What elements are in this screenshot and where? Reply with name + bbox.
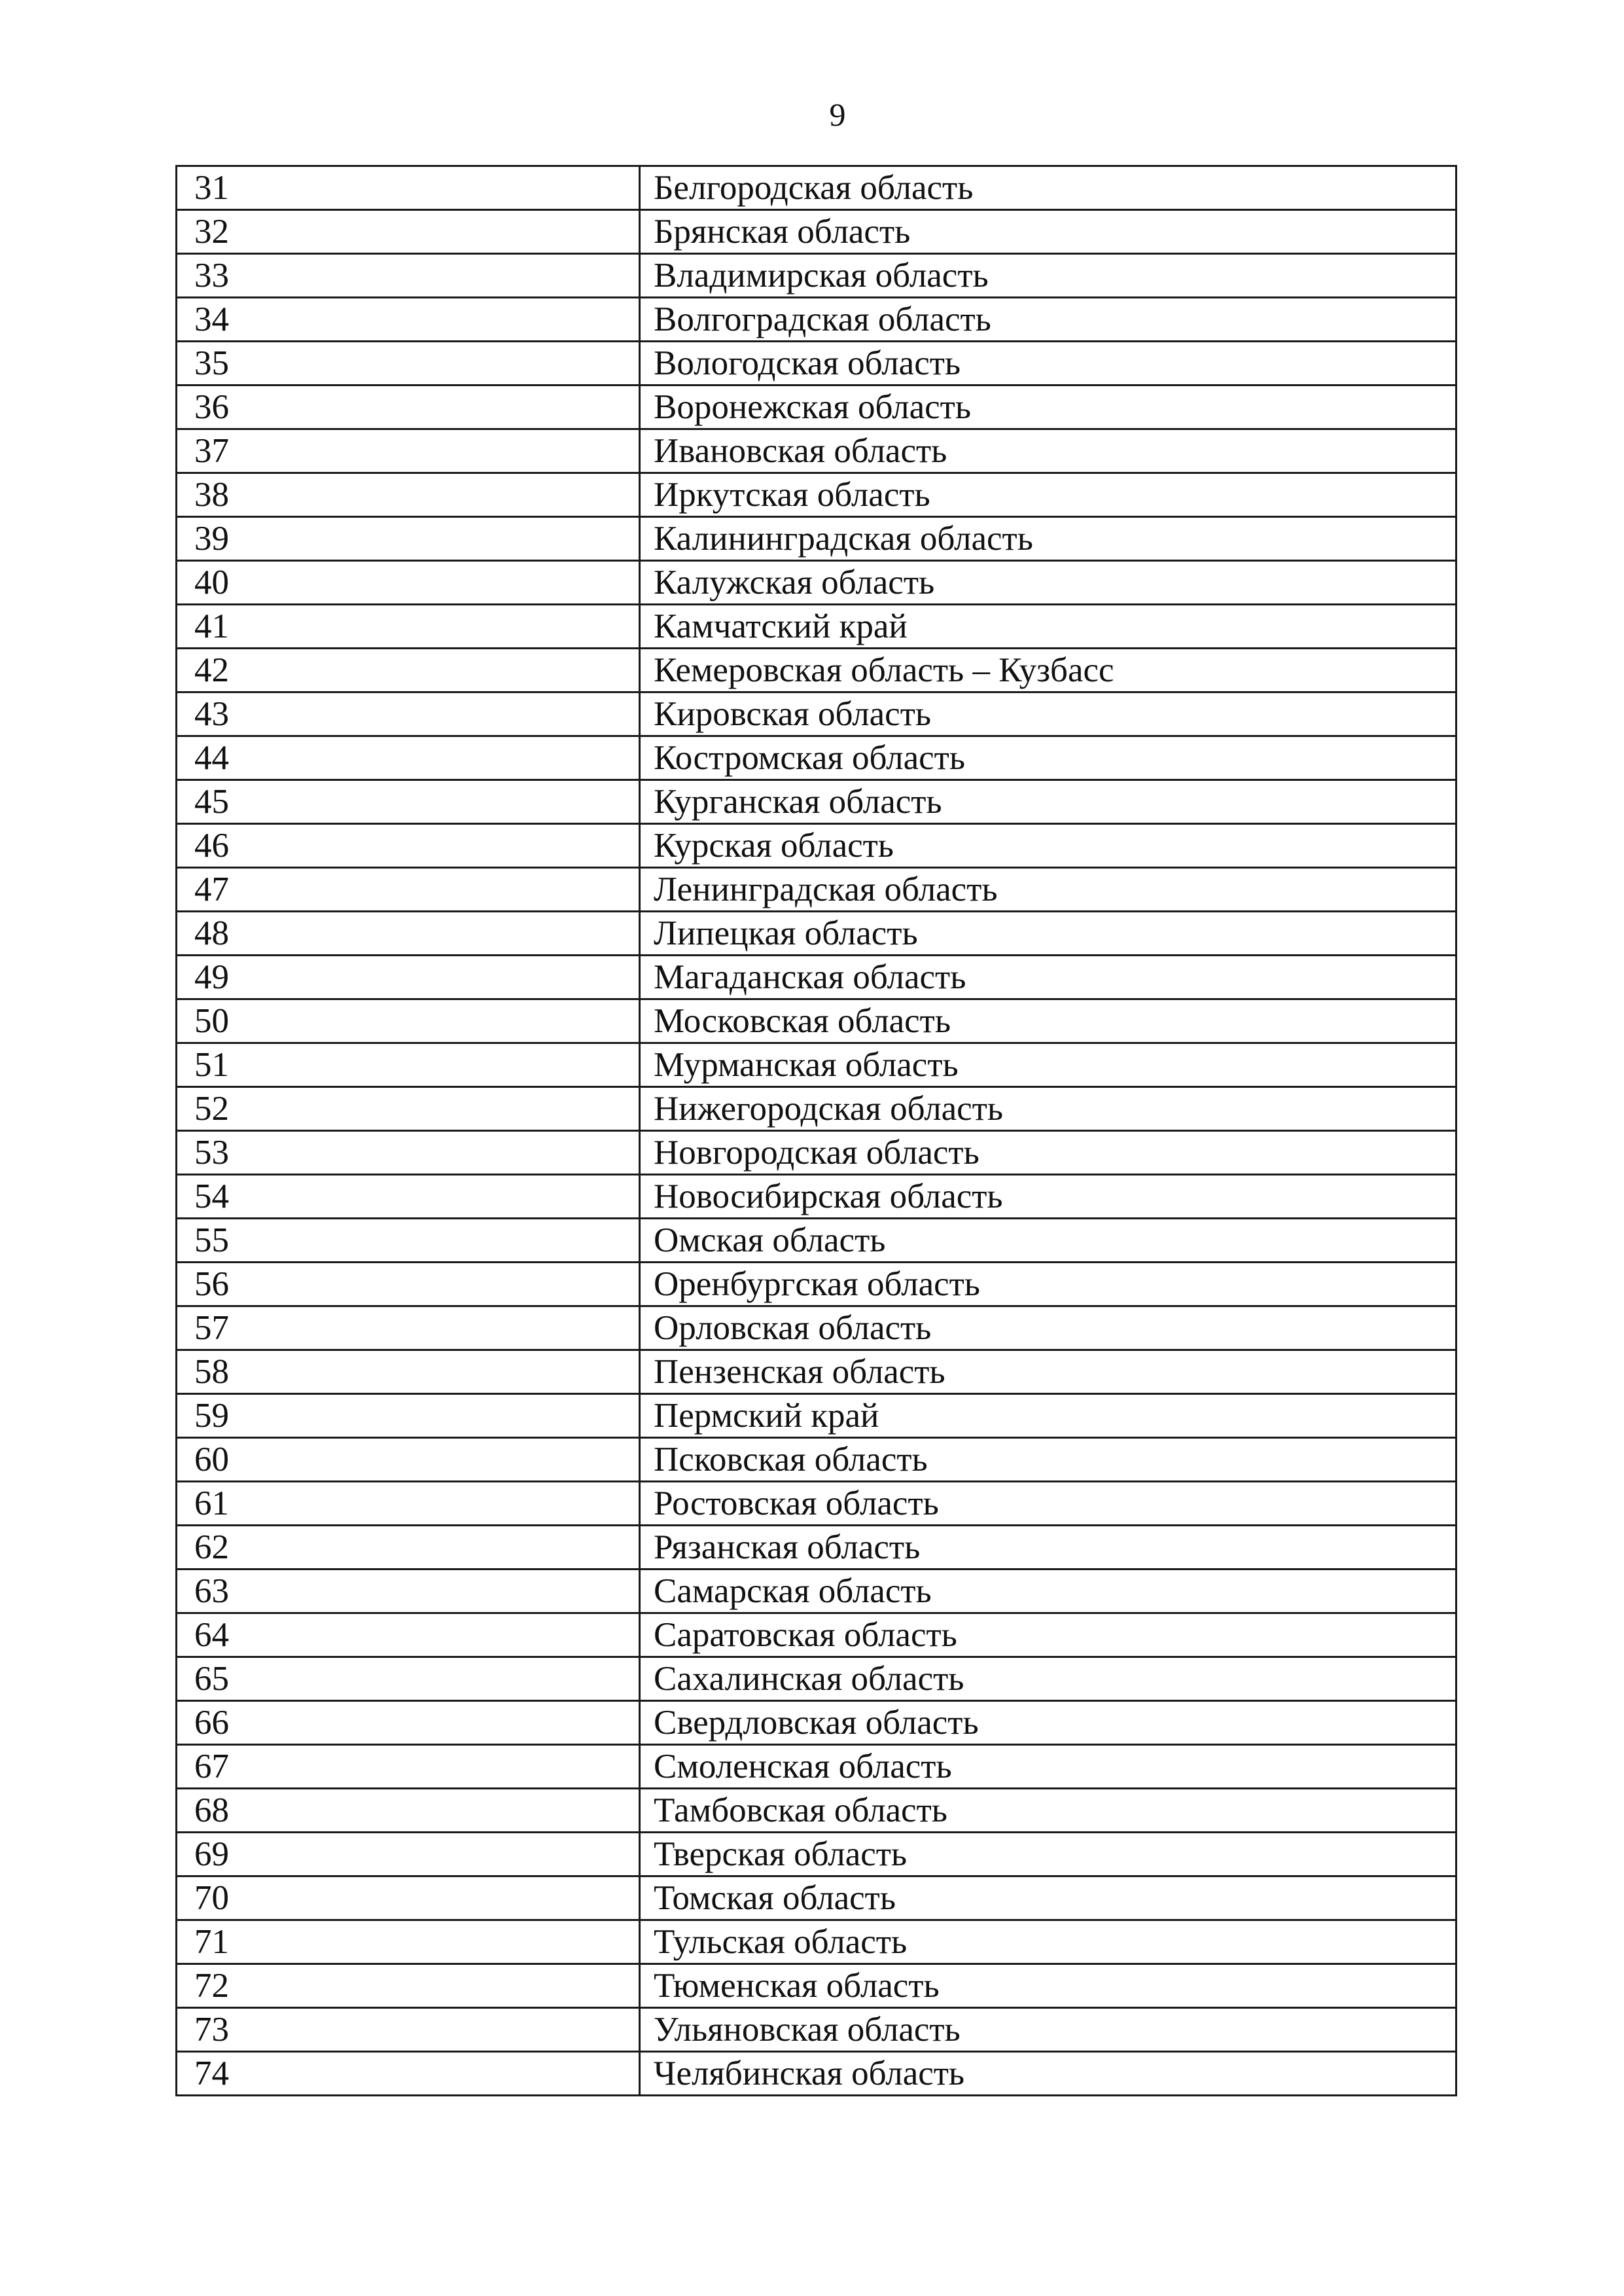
row-number-cell: 42: [177, 649, 640, 692]
table-row: [177, 736, 1456, 780]
table-row: [177, 1833, 1456, 1876]
table-row: [177, 956, 1456, 999]
row-number-cell: 53: [177, 1131, 640, 1175]
region-name-cell: Костромская область: [640, 736, 1456, 780]
row-number-cell: 49: [177, 956, 640, 999]
region-name-cell: Тамбовская область: [640, 1789, 1456, 1833]
region-name-cell: Курская область: [640, 824, 1456, 868]
region-name-cell: Белгородская область: [640, 166, 1456, 210]
region-name-cell: Калужская область: [640, 561, 1456, 605]
region-name-cell: Тюменская область: [640, 1964, 1456, 2008]
row-number-cell: 33: [177, 254, 640, 298]
table-row: [177, 912, 1456, 956]
table-row: [177, 824, 1456, 868]
region-name-cell: Саратовская область: [640, 1613, 1456, 1657]
region-name-cell: Волгоградская область: [640, 298, 1456, 342]
row-number-cell: 51: [177, 1043, 640, 1087]
row-number-cell: 64: [177, 1613, 640, 1657]
row-number-cell: 58: [177, 1350, 640, 1394]
row-number-cell: 44: [177, 736, 640, 780]
row-number-cell: 39: [177, 517, 640, 561]
table-row: [177, 2052, 1456, 2096]
row-number-cell: 74: [177, 2052, 640, 2096]
region-name-cell: Новосибирская область: [640, 1175, 1456, 1219]
region-name-cell: Пермский край: [640, 1394, 1456, 1438]
row-number-cell: 52: [177, 1087, 640, 1131]
table-row: [177, 692, 1456, 736]
table-row: [177, 517, 1456, 561]
table-row: [177, 1526, 1456, 1570]
row-number-cell: 69: [177, 1833, 640, 1876]
region-name-cell: Томская область: [640, 1876, 1456, 1920]
region-name-cell: Пензенская область: [640, 1350, 1456, 1394]
table-row: [177, 429, 1456, 473]
table-row: [177, 1657, 1456, 1701]
region-name-cell: Орловская область: [640, 1306, 1456, 1350]
row-number-cell: 46: [177, 824, 640, 868]
region-name-cell: Ростовская область: [640, 1482, 1456, 1526]
region-name-cell: Кемеровская область – Кузбасс: [640, 649, 1456, 692]
table-row: [177, 1482, 1456, 1526]
row-number-cell: 59: [177, 1394, 640, 1438]
table-row: [177, 1613, 1456, 1657]
table-row: [177, 1438, 1456, 1482]
region-name-cell: Владимирская область: [640, 254, 1456, 298]
region-name-cell: Челябинская область: [640, 2052, 1456, 2096]
page-number: 9: [829, 96, 846, 133]
region-name-cell: Нижегородская область: [640, 1087, 1456, 1131]
row-number-cell: 60: [177, 1438, 640, 1482]
table-row: [177, 1087, 1456, 1131]
region-name-cell: Липецкая область: [640, 912, 1456, 956]
row-number-cell: 68: [177, 1789, 640, 1833]
table-row: [177, 386, 1456, 429]
region-name-cell: Вологодская область: [640, 342, 1456, 386]
region-name-cell: Сахалинская область: [640, 1657, 1456, 1701]
row-number-cell: 36: [177, 386, 640, 429]
table-row: [177, 649, 1456, 692]
table-row: [177, 473, 1456, 517]
table-row: [177, 1263, 1456, 1306]
region-name-cell: Ивановская область: [640, 429, 1456, 473]
row-number-cell: 50: [177, 999, 640, 1043]
table-row: [177, 254, 1456, 298]
region-name-cell: Ленинградская область: [640, 868, 1456, 912]
region-name-cell: Иркутская область: [640, 473, 1456, 517]
row-number-cell: 57: [177, 1306, 640, 1350]
table-row: [177, 1701, 1456, 1745]
region-name-cell: Рязанская область: [640, 1526, 1456, 1570]
table-row: [177, 342, 1456, 386]
table-row: [177, 1131, 1456, 1175]
table-row: [177, 298, 1456, 342]
region-name-cell: Мурманская область: [640, 1043, 1456, 1087]
region-name-cell: Московская область: [640, 999, 1456, 1043]
row-number-cell: 63: [177, 1570, 640, 1613]
row-number-cell: 32: [177, 210, 640, 254]
row-number-cell: 35: [177, 342, 640, 386]
row-number-cell: 71: [177, 1920, 640, 1964]
table-row: [177, 1394, 1456, 1438]
region-name-cell: Брянская область: [640, 210, 1456, 254]
region-name-cell: Кировская область: [640, 692, 1456, 736]
region-name-cell: Оренбургская область: [640, 1263, 1456, 1306]
row-number-cell: 65: [177, 1657, 640, 1701]
row-number-cell: 61: [177, 1482, 640, 1526]
region-name-cell: Новгородская область: [640, 1131, 1456, 1175]
region-name-cell: Курганская область: [640, 780, 1456, 824]
region-name-cell: Камчатский край: [640, 605, 1456, 649]
row-number-cell: 70: [177, 1876, 640, 1920]
region-name-cell: Тульская область: [640, 1920, 1456, 1964]
row-number-cell: 45: [177, 780, 640, 824]
row-number-cell: 54: [177, 1175, 640, 1219]
table-row: [177, 1350, 1456, 1394]
table-row: [177, 999, 1456, 1043]
row-number-cell: 67: [177, 1745, 640, 1789]
region-name-cell: Псковская область: [640, 1438, 1456, 1482]
table-row: [177, 1789, 1456, 1833]
row-number-cell: 43: [177, 692, 640, 736]
regions-table: [175, 165, 1457, 2096]
row-number-cell: 40: [177, 561, 640, 605]
row-number-cell: 37: [177, 429, 640, 473]
table-row: [177, 1219, 1456, 1263]
table-row: [177, 868, 1456, 912]
table-row: [177, 166, 1456, 210]
table-row: [177, 1175, 1456, 1219]
row-number-cell: 56: [177, 1263, 640, 1306]
table-row: [177, 1745, 1456, 1789]
row-number-cell: 55: [177, 1219, 640, 1263]
table-row: [177, 1043, 1456, 1087]
row-number-cell: 34: [177, 298, 640, 342]
row-number-cell: 38: [177, 473, 640, 517]
row-number-cell: 41: [177, 605, 640, 649]
row-number-cell: 72: [177, 1964, 640, 2008]
table-row: [177, 1876, 1456, 1920]
region-name-cell: Омская область: [640, 1219, 1456, 1263]
table-row: [177, 1570, 1456, 1613]
region-name-cell: Калининградская область: [640, 517, 1456, 561]
table-row: [177, 210, 1456, 254]
region-name-cell: Самарская область: [640, 1570, 1456, 1613]
regions-table-body: [177, 166, 1456, 2096]
region-name-cell: Смоленская область: [640, 1745, 1456, 1789]
region-name-cell: Воронежская область: [640, 386, 1456, 429]
table-row: [177, 605, 1456, 649]
row-number-cell: 73: [177, 2008, 640, 2052]
region-name-cell: Магаданская область: [640, 956, 1456, 999]
table-row: [177, 2008, 1456, 2052]
region-name-cell: Свердловская область: [640, 1701, 1456, 1745]
table-row: [177, 1306, 1456, 1350]
region-name-cell: Ульяновская область: [640, 2008, 1456, 2052]
row-number-cell: 31: [177, 166, 640, 210]
row-number-cell: 62: [177, 1526, 640, 1570]
table-row: [177, 1964, 1456, 2008]
table-row: [177, 561, 1456, 605]
row-number-cell: 66: [177, 1701, 640, 1745]
table-row: [177, 780, 1456, 824]
row-number-cell: 48: [177, 912, 640, 956]
row-number-cell: 47: [177, 868, 640, 912]
table-row: [177, 1920, 1456, 1964]
region-name-cell: Тверская область: [640, 1833, 1456, 1876]
